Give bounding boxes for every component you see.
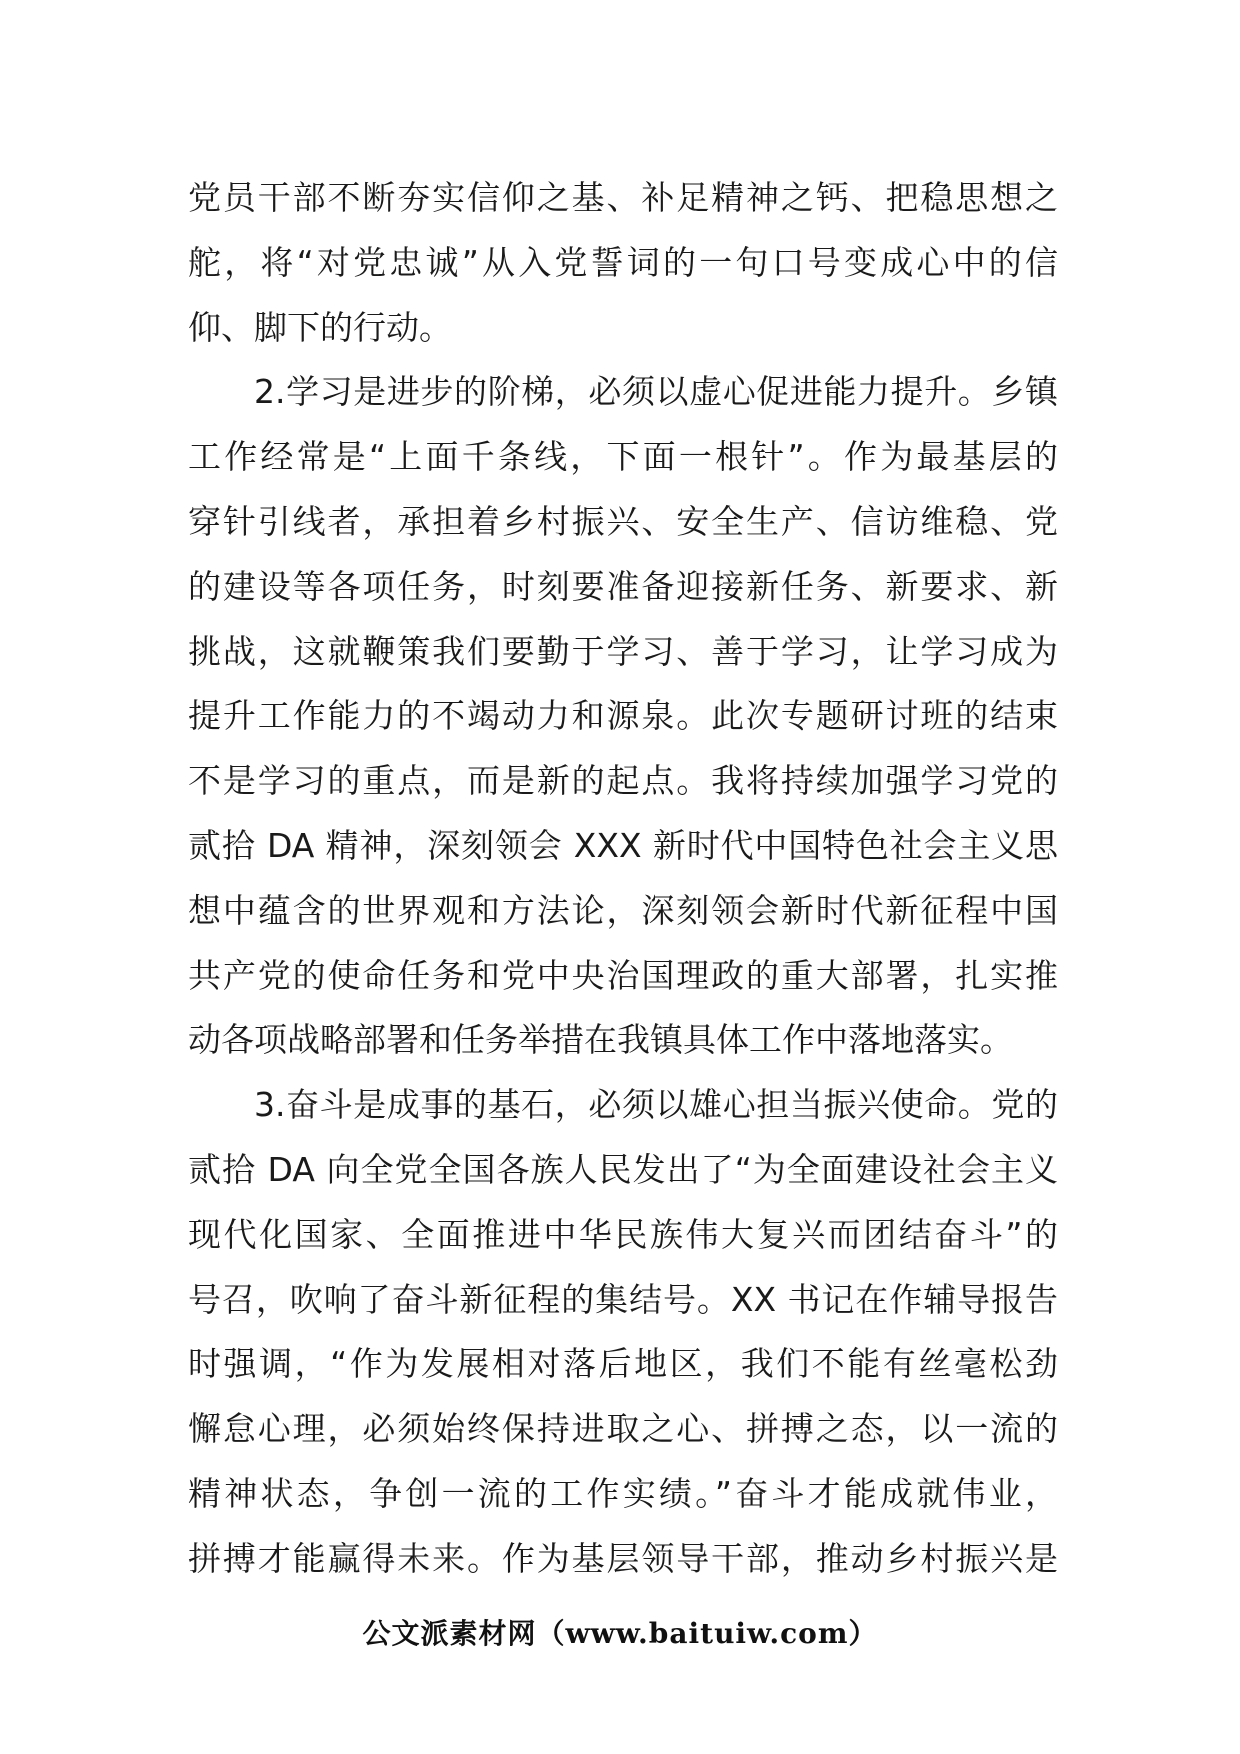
text-line: 舵，将“对党忠诚”从入党誓词的一句口号变成心中的信 [188,242,1058,282]
text-line: 提升工作能力的不竭动力和源泉。此次专题研讨班的结束 [188,696,1058,736]
text-line: 3.奋斗是成事的基石，必须以雄心担当振兴使命。党的 [254,1085,1058,1125]
text-line: 的建设等各项任务，时刻要准备迎接新任务、新要求、新 [188,566,1058,606]
text-line: 共产党的使命任务和党中央治国理政的重大部署，扎实推 [188,955,1058,995]
text-line: 现代化国家、全面推进中华民族伟大复兴而团结奋斗”的 [188,1214,1058,1254]
footer-watermark: 公文派素材网（www.baituiw.com） [362,1617,878,1650]
text-line: 2.学习是进步的阶梯，必须以虚心促进能力提升。乡镇 [254,372,1058,412]
text-line: 挑战，这就鞭策我们要勤于学习、善于学习，让学习成为 [188,631,1058,671]
text-line: 时强调，“作为发展相对落后地区，我们不能有丝毫松劲 [188,1344,1058,1384]
text-line: 贰拾 DA 向全党全国各族人民发出了“为全面建设社会主义 [188,1149,1058,1189]
text-line: 党员干部不断夯实信仰之基、补足精神之钙、把稳思想之 [188,178,1058,217]
text-line: 仰、脚下的行动。 [188,307,452,347]
text-line: 精神状态，争创一流的工作实绩。”奋斗才能成就伟业， [188,1473,1058,1513]
text-line: 懈怠心理，必须始终保持进取之心、拼搏之态，以一流的 [188,1409,1058,1449]
text-line: 不是学习的重点，而是新的起点。我将持续加强学习党的 [188,761,1058,801]
text-line: 号召，吹响了奋斗新征程的集结号。XX 书记在作辅导报告 [188,1279,1058,1319]
text-line: 工作经常是“上面千条线，下面一根针”。作为最基层的 [188,437,1058,477]
text-line: 贰拾 DA 精神，深刻领会 XXX 新时代中国特色社会主义思 [188,825,1058,865]
text-line: 拼搏才能赢得未来。作为基层领导干部，推动乡村振兴是 [188,1538,1058,1578]
text-line: 穿针引线者，承担着乡村振兴、安全生产、信访维稳、党 [188,501,1058,541]
text-line: 想中蕴含的世界观和方法论，深刻领会新时代新征程中国 [188,890,1058,930]
body-text [188,166,1058,1592]
text-line: 动各项战略部署和任务举措在我镇具体工作中落地落实。 [188,1020,1013,1060]
